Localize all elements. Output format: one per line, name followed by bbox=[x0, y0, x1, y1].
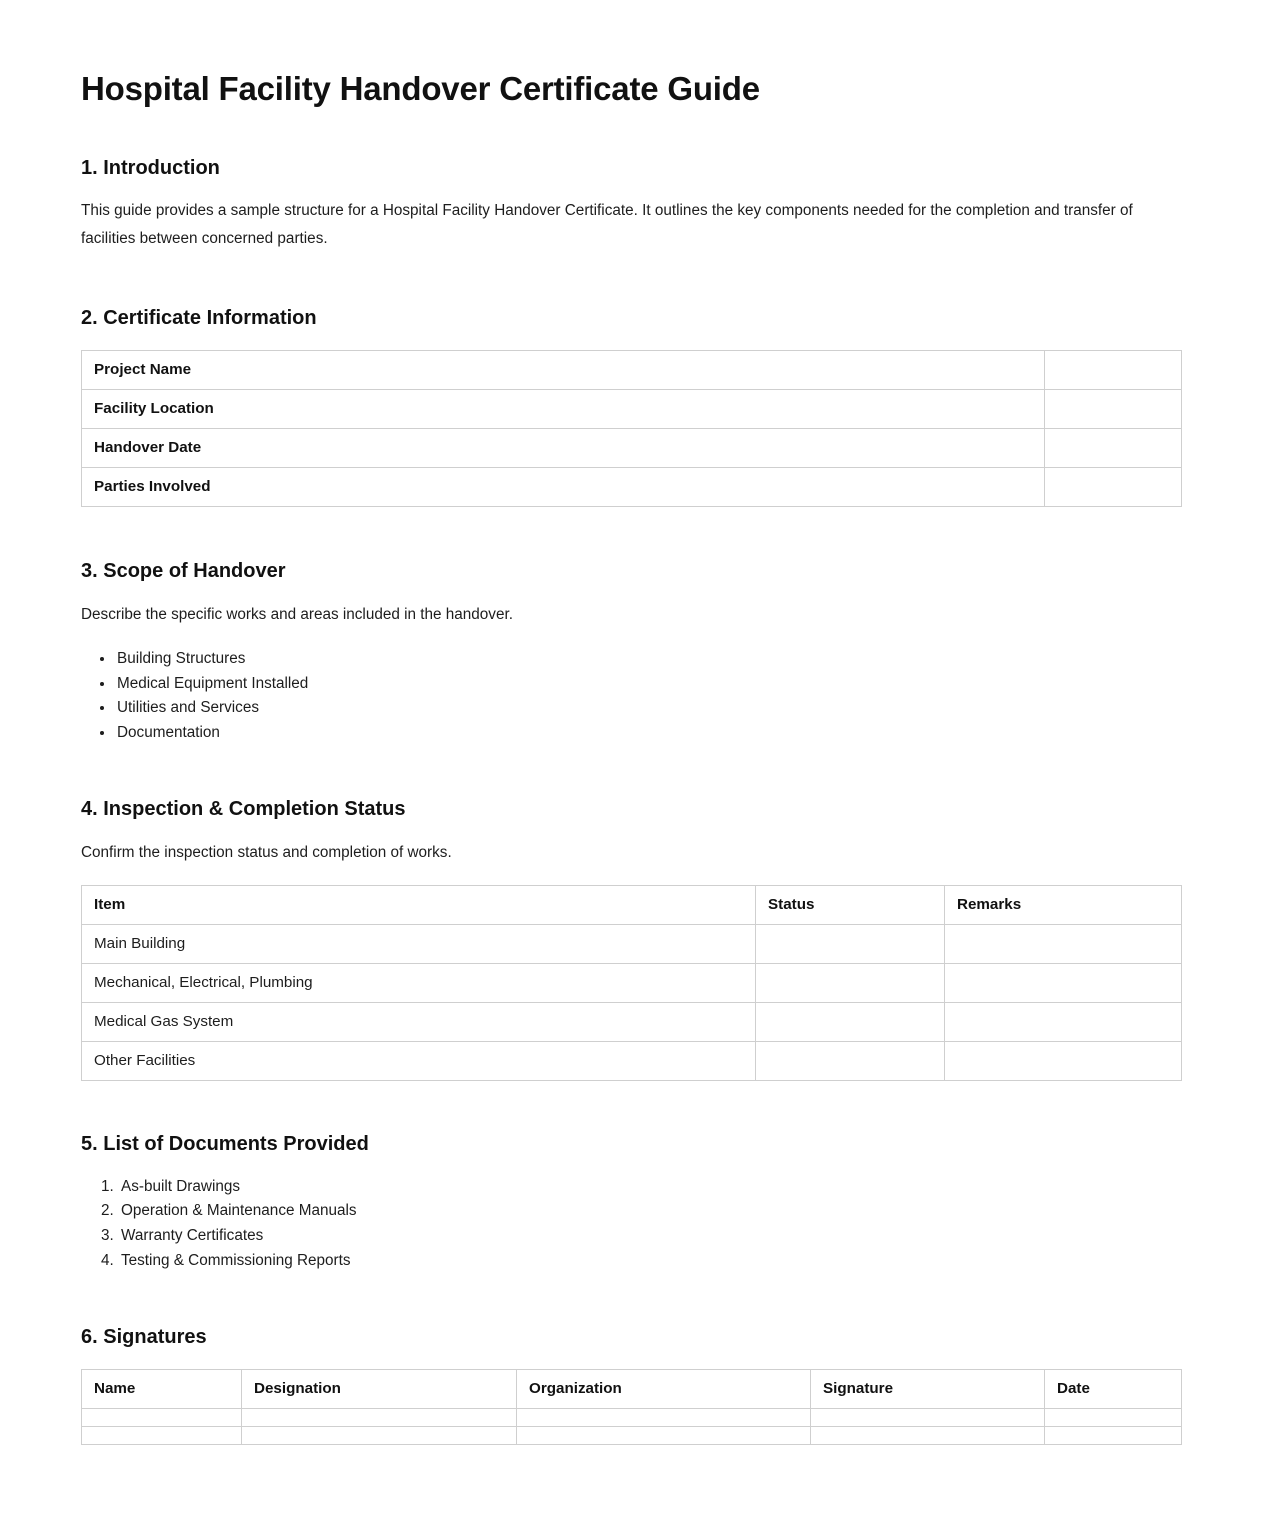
table-header-row bbox=[82, 1369, 1182, 1408]
inspection-remarks[interactable] bbox=[945, 1002, 1182, 1041]
table-row bbox=[82, 351, 1182, 390]
signature-date[interactable] bbox=[1045, 1408, 1182, 1426]
table-row bbox=[82, 924, 1182, 963]
inspection-status[interactable] bbox=[756, 1041, 945, 1080]
column-header-name: Name bbox=[82, 1369, 242, 1408]
column-header-organization: Organization bbox=[517, 1369, 811, 1408]
table-row bbox=[82, 1408, 1182, 1426]
list-item: 4. Testing & Commissioning Reports bbox=[118, 1249, 1181, 1274]
inspection-remarks[interactable] bbox=[945, 963, 1182, 1002]
documents-provided-list bbox=[81, 1175, 1181, 1274]
certificate-info-label: Facility Location bbox=[82, 390, 1045, 429]
inspection-status[interactable] bbox=[756, 1002, 945, 1041]
signature-designation[interactable] bbox=[242, 1426, 517, 1444]
column-header-signature: Signature bbox=[811, 1369, 1045, 1408]
inspection-remarks[interactable] bbox=[945, 924, 1182, 963]
inspection-item: Mechanical, Electrical, Plumbing bbox=[82, 963, 756, 1002]
section-certificate-information bbox=[81, 305, 1181, 507]
table-row bbox=[82, 1426, 1182, 1444]
certificate-info-label: Project Name bbox=[82, 351, 1045, 390]
signature-name[interactable] bbox=[82, 1426, 242, 1444]
table-row bbox=[82, 963, 1182, 1002]
section-heading-certificate-information: 2. Certificate Information bbox=[81, 307, 317, 330]
certificate-info-value[interactable] bbox=[1045, 429, 1182, 468]
list-item: • Documentation bbox=[115, 721, 1181, 746]
section-list-of-documents bbox=[81, 1131, 1181, 1274]
inspection-remarks[interactable] bbox=[945, 1041, 1182, 1080]
section-heading-signatures: 6. Signatures bbox=[81, 1325, 207, 1348]
list-item: 1. As-built Drawings bbox=[118, 1175, 1181, 1200]
scope-items-list bbox=[81, 647, 1181, 745]
signature-designation[interactable] bbox=[242, 1408, 517, 1426]
table-header-row bbox=[82, 885, 1182, 924]
section-heading-scope-of-handover: 3. Scope of Handover bbox=[81, 560, 286, 583]
certificate-information-table bbox=[81, 350, 1182, 507]
signature-signature[interactable] bbox=[811, 1426, 1045, 1444]
scope-description: Describe the specific works and areas included in the handover. bbox=[81, 606, 513, 624]
signature-organization[interactable] bbox=[517, 1408, 811, 1426]
list-item: 2. Operation & Maintenance Manuals bbox=[118, 1199, 1181, 1224]
signature-organization[interactable] bbox=[517, 1426, 811, 1444]
inspection-item: Other Facilities bbox=[82, 1041, 756, 1080]
table-row bbox=[82, 1041, 1182, 1080]
signatures-table bbox=[81, 1369, 1182, 1445]
certificate-info-label: Handover Date bbox=[82, 429, 1045, 468]
list-item: • Utilities and Services bbox=[115, 696, 1181, 721]
certificate-info-value[interactable] bbox=[1045, 468, 1182, 507]
signature-name[interactable] bbox=[82, 1408, 242, 1426]
section-heading-introduction: 1. Introduction bbox=[81, 157, 220, 180]
table-row bbox=[82, 429, 1182, 468]
inspection-status[interactable] bbox=[756, 924, 945, 963]
inspection-item: Medical Gas System bbox=[82, 1002, 756, 1041]
column-header-remarks: Remarks bbox=[945, 885, 1182, 924]
section-inspection-completion-status bbox=[81, 796, 1181, 1081]
table-row bbox=[82, 390, 1182, 429]
section-signatures bbox=[81, 1324, 1181, 1445]
column-header-designation: Designation bbox=[242, 1369, 517, 1408]
table-row bbox=[82, 1002, 1182, 1041]
inspection-status[interactable] bbox=[756, 963, 945, 1002]
signature-signature[interactable] bbox=[811, 1408, 1045, 1426]
list-item: • Medical Equipment Installed bbox=[115, 672, 1181, 697]
certificate-info-label: Parties Involved bbox=[82, 468, 1045, 507]
section-heading-list-of-documents: 5. List of Documents Provided bbox=[81, 1132, 369, 1155]
certificate-info-value[interactable] bbox=[1045, 351, 1182, 390]
table-row bbox=[82, 468, 1182, 507]
inspection-description: Confirm the inspection status and completion of works. bbox=[81, 843, 452, 861]
signature-date[interactable] bbox=[1045, 1426, 1182, 1444]
section-scope-of-handover bbox=[81, 558, 1181, 745]
column-header-date: Date bbox=[1045, 1369, 1182, 1408]
introduction-paragraph: This guide provides a sample structure for a Hospital Facility Handover Certificate. It outlines the key components needed for the completion and transfer of facilities between concerned parties. bbox=[81, 202, 1133, 248]
column-header-item: Item bbox=[82, 885, 756, 924]
column-header-status: Status bbox=[756, 885, 945, 924]
section-heading-inspection-completion-status: 4. Inspection & Completion Status bbox=[81, 797, 406, 820]
list-item: 3. Warranty Certificates bbox=[118, 1224, 1181, 1249]
list-item: • Building Structures bbox=[115, 647, 1181, 672]
page-title: Hospital Facility Handover Certificate Guide bbox=[81, 70, 760, 107]
certificate-info-value[interactable] bbox=[1045, 390, 1182, 429]
inspection-status-table bbox=[81, 885, 1182, 1081]
inspection-item: Main Building bbox=[82, 924, 756, 963]
section-introduction bbox=[81, 155, 1181, 253]
